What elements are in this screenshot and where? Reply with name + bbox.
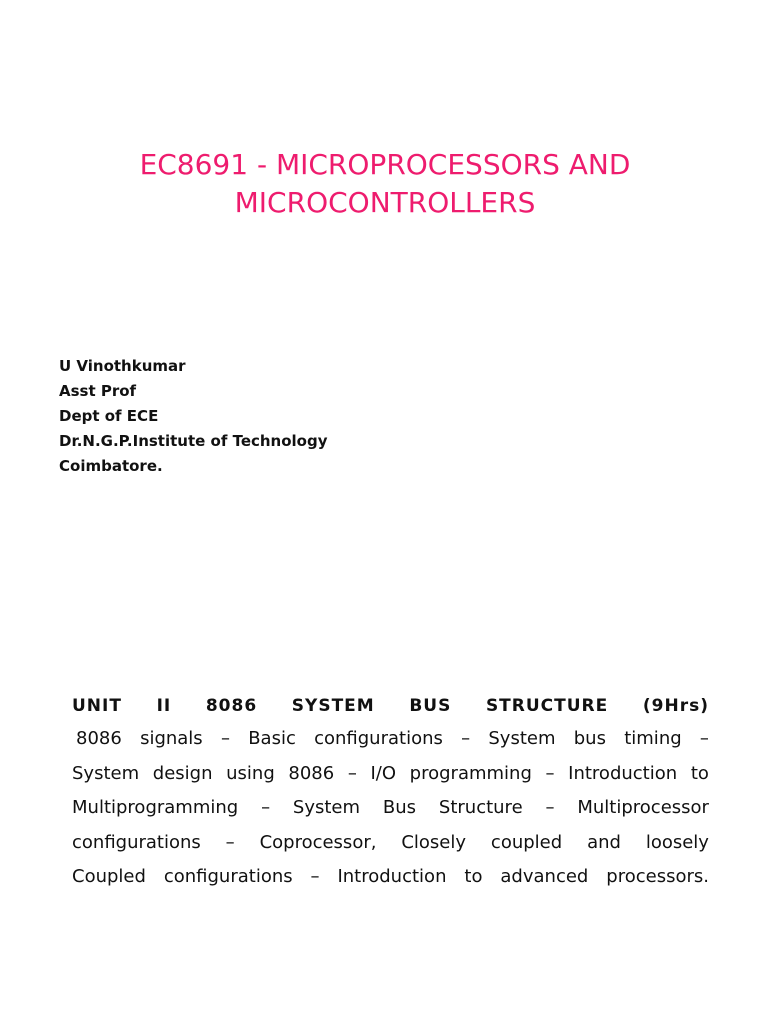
unit-body-word: –: [310, 866, 320, 887]
unit-heading-word: STRUCTURE: [485, 696, 609, 716]
unit-body-word: Multiprogramming: [72, 797, 239, 818]
unit-heading-word: BUS: [409, 696, 452, 716]
unit-body-word: configurations: [314, 728, 443, 749]
unit-heading-word: II: [156, 696, 172, 716]
unit-body-word: –: [225, 831, 235, 853]
unit-body-line: [72, 826, 709, 861]
unit-body-word: –: [347, 762, 357, 784]
unit-heading: [72, 690, 709, 722]
unit-body-word: using: [226, 762, 275, 784]
unit-body-word: Introduction: [568, 762, 678, 784]
document-title: [60, 146, 710, 222]
unit-body-word: processors.: [606, 866, 709, 887]
unit-heading-word: (9Hrs): [642, 696, 709, 716]
title-line: EC8691 - MICROPROCESSORS AND: [139, 148, 631, 181]
unit-body-word: bus: [573, 728, 606, 749]
unit-body-word: System: [72, 762, 140, 784]
unit-body-line: [72, 757, 709, 792]
unit-body-word: –: [220, 728, 230, 749]
unit-heading-word: SYSTEM: [291, 696, 375, 716]
title-line: MICROCONTROLLERS: [234, 186, 536, 219]
author-city: Coimbatore.: [59, 457, 163, 475]
unit-body-line: [72, 722, 709, 757]
author-institution: Dr.N.G.P.Institute of Technology: [59, 432, 328, 450]
unit-body-word: configurations: [72, 831, 201, 853]
unit-body-word: 8086: [76, 728, 122, 749]
syllabus-unit: [72, 690, 709, 895]
author-block: [59, 354, 328, 479]
unit-body-word: –: [699, 728, 709, 749]
unit-body-word: configurations: [163, 866, 293, 887]
unit-body-line: [72, 791, 709, 826]
unit-body-word: signals: [140, 728, 203, 749]
author-designation: Asst Prof: [59, 382, 137, 400]
unit-body-word: Bus: [382, 797, 417, 818]
unit-body-word: Closely: [401, 831, 467, 853]
unit-body-word: System: [292, 797, 361, 818]
unit-body-word: design: [152, 762, 213, 784]
author-name: U Vinothkumar: [59, 357, 186, 375]
unit-body-word: 8086: [288, 762, 335, 784]
unit-body-word: Coupled: [72, 866, 146, 887]
unit-body-word: Structure: [438, 797, 523, 818]
unit-body-word: Basic: [248, 728, 296, 749]
author-department: Dept of ECE: [59, 407, 159, 425]
unit-heading-word: 8086: [205, 696, 258, 716]
unit-body-word: programming: [409, 762, 532, 784]
unit-body-word: loosely: [645, 831, 709, 853]
unit-body-word: timing: [624, 728, 682, 749]
unit-body-word: I/O: [370, 762, 397, 784]
unit-body-word: Introduction: [337, 866, 447, 887]
unit-body-word: to: [690, 762, 709, 784]
unit-body: [72, 722, 709, 895]
unit-body-word: System: [488, 728, 556, 749]
unit-body-word: –: [545, 762, 555, 784]
unit-body-word: –: [261, 797, 271, 818]
unit-body-word: –: [545, 797, 555, 818]
unit-body-line: [72, 860, 709, 895]
unit-heading-word: UNIT: [72, 696, 122, 716]
unit-body-word: to: [464, 866, 483, 887]
unit-body-word: Multiprocessor: [577, 797, 709, 818]
unit-body-word: coupled: [490, 831, 563, 853]
unit-body-word: and: [587, 831, 621, 853]
unit-body-word: –: [461, 728, 471, 749]
unit-body-word: advanced: [500, 866, 589, 887]
unit-body-word: Coprocessor,: [259, 831, 377, 853]
